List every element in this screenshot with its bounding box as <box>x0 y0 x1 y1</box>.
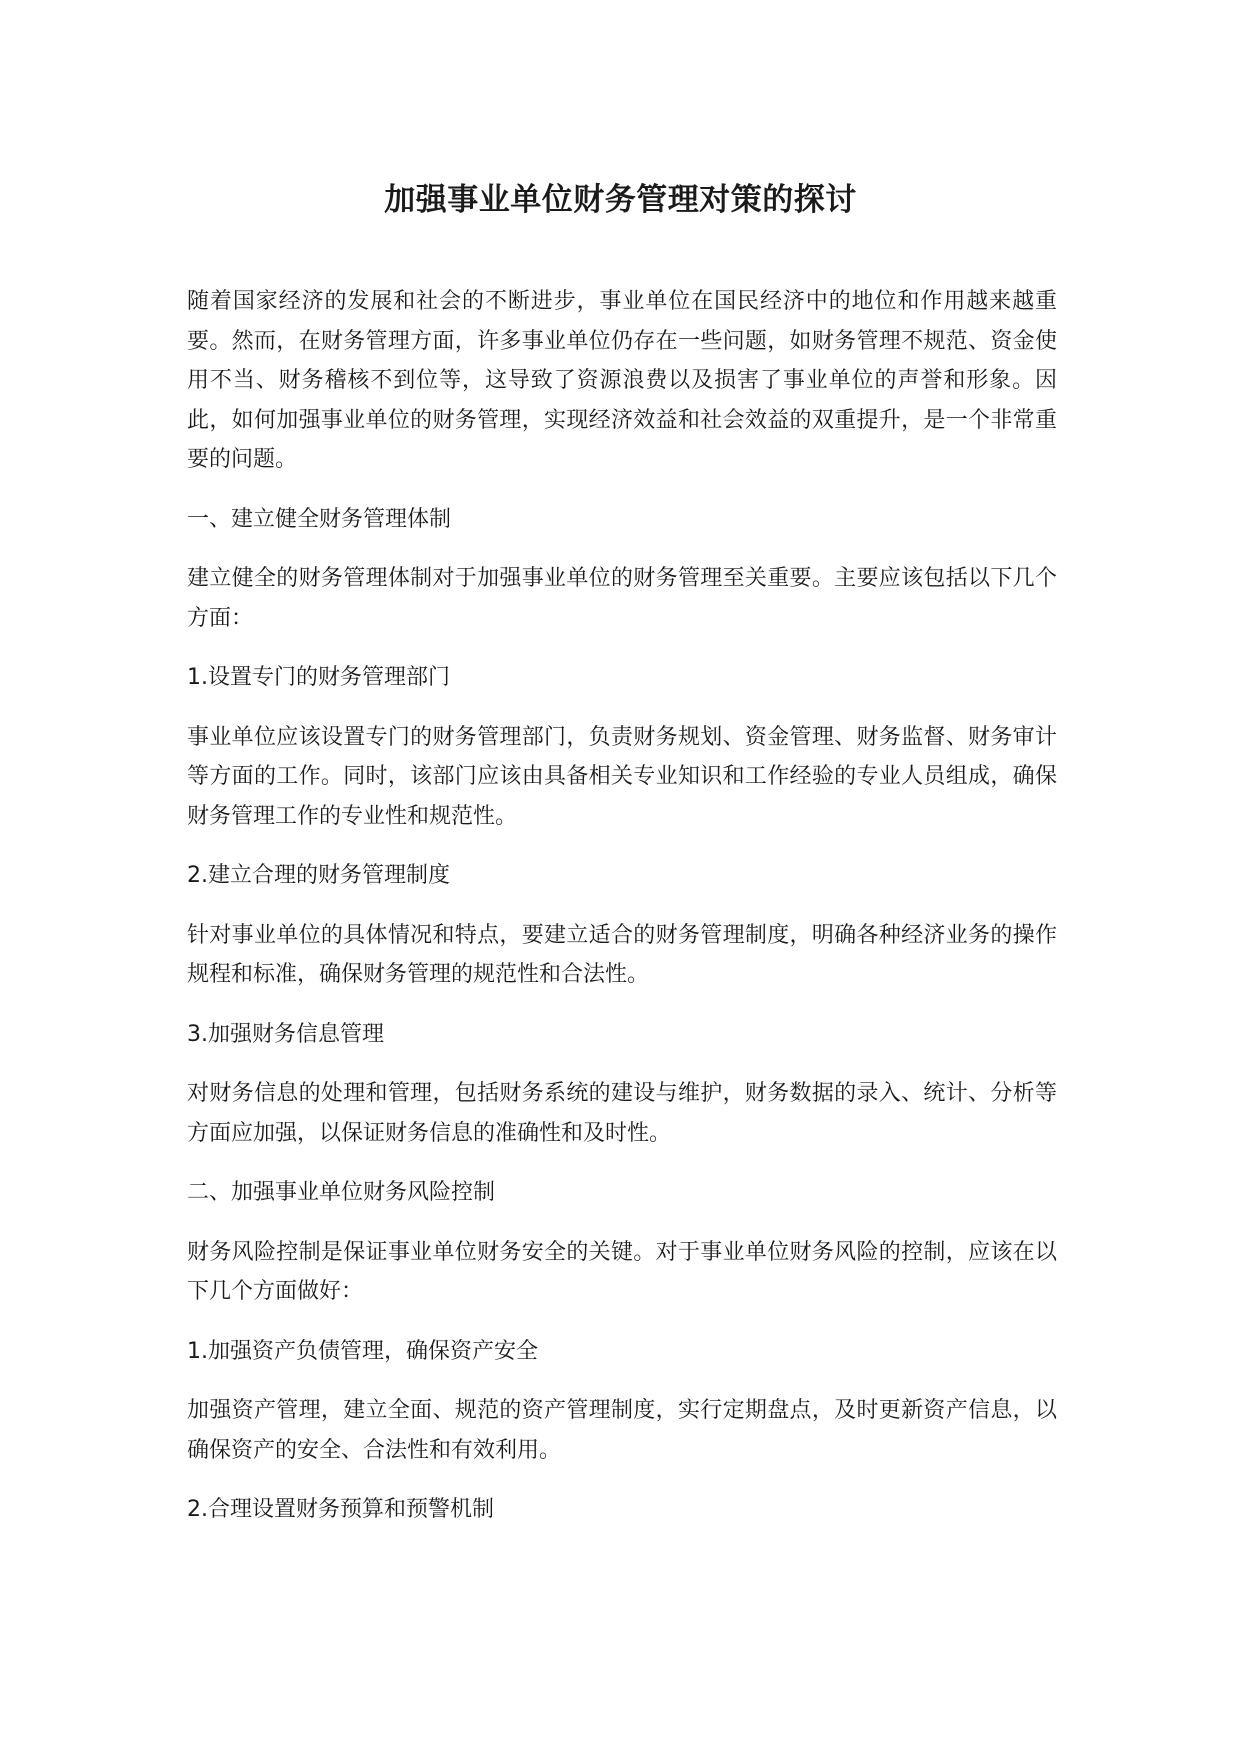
subheading-1-1: 1.设置专门的财务管理部门 <box>187 665 450 690</box>
subheading-2-1: 1.加强资产负债管理，确保资产安全 <box>187 1338 538 1364</box>
subheading-2-2: 2.合理设置财务预算和预警机制 <box>187 1497 494 1522</box>
paragraph-section-2-intro: 财务风险控制是保证事业单位财务安全的关键。对于事业单位财务风险的控制，应该在以下几个方面做好： <box>187 1239 1057 1304</box>
subheading-1-3: 3.加强财务信息管理 <box>187 1021 384 1047</box>
subheading-1-2: 2.建立合理的财务管理制度 <box>187 863 450 888</box>
paragraph-2-1: 加强资产管理，建立全面、规范的资产管理制度，实行定期盘点，及时更新资产信息，以确保资产的安全、合法性和有效利用。 <box>187 1398 1057 1463</box>
section-heading-1: 一、建立健全财务管理体制 <box>187 506 452 532</box>
section-heading-2: 二、加强事业单位财务风险控制 <box>187 1180 496 1205</box>
paragraph-section-1-intro: 建立健全的财务管理体制对于加强事业单位的财务管理至关重要。主要应该包括以下几个方面： <box>187 566 1057 631</box>
paragraph-1-3: 对财务信息的处理和管理，包括财务系统的建设与维护，财务数据的录入、统计、分析等方面应加强，以保证财务信息的准确性和及时性。 <box>187 1081 1057 1146</box>
document-body <box>187 282 1057 1550</box>
paragraph-1-1: 事业单位应该设置专门的财务管理部门，负责财务规划、资金管理、财务监督、财务审计等方面的工作。同时，该部门应该由具备相关专业知识和工作经验的专业人员组成，确保财务管理工作的专业性和规范性。 <box>187 724 1057 829</box>
document-title: 加强事业单位财务管理对策的探讨 <box>384 182 857 218</box>
paragraph-intro: 随着国家经济的发展和社会的不断进步，事业单位在国民经济中的地位和作用越来越重要。然而，在财务管理方面，许多事业单位仍存在一些问题，如财务管理不规范、资金使用不当、财务稽核不到位等，这导致了资源浪费以及损害了事业单位的声誉和形象。因此，如何加强事业单位的财务管理，实现经济效益和社会效益的双重提升，是一个非常重要的问题。 <box>187 289 1057 472</box>
paragraph-1-2: 针对事业单位的具体情况和特点，要建立适合的财务管理制度，明确各种经济业务的操作规程和标准，确保财务管理的规范性和合法性。 <box>187 922 1057 987</box>
